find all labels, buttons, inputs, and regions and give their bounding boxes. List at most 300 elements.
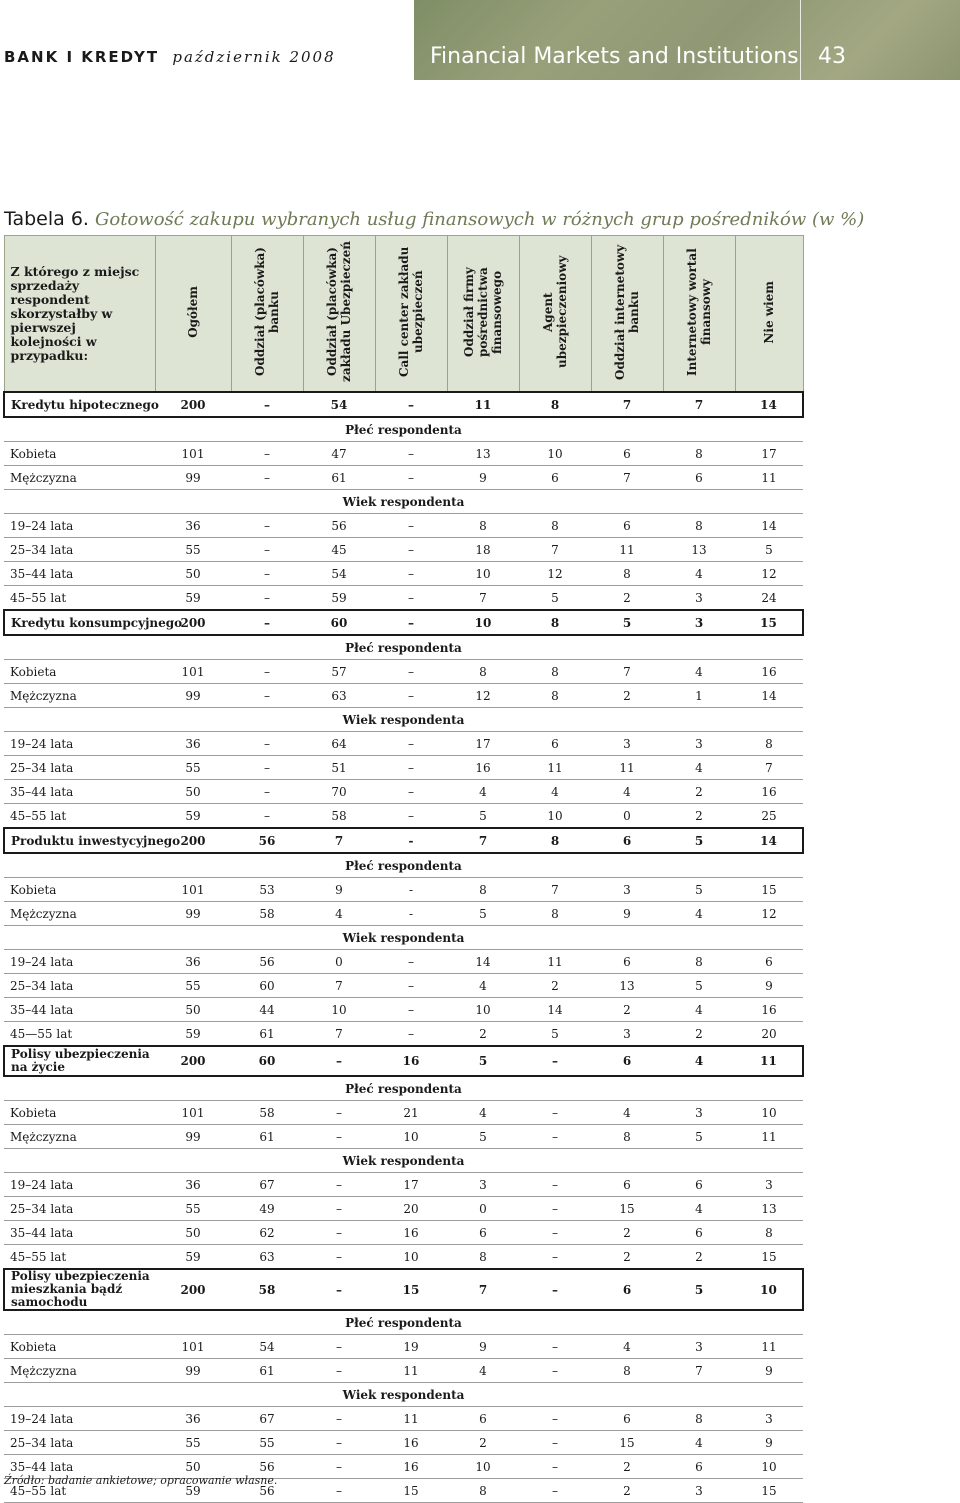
cell-value: 12: [735, 902, 803, 926]
row-label: 35–44 lata: [4, 998, 155, 1022]
table-header-row: [4, 236, 803, 393]
cell-value: 10: [519, 442, 591, 466]
cell-value: 5: [519, 586, 591, 611]
table-row: [4, 562, 803, 586]
row-label: 19–24 lata: [4, 950, 155, 974]
cell-value: 200: [155, 828, 231, 853]
row-label: 45–55 lat: [4, 1479, 155, 1503]
cell-value: –: [231, 660, 303, 684]
cell-value: 10: [303, 998, 375, 1022]
subheader-label: Wiek respondenta: [4, 926, 803, 950]
cell-value: –: [375, 466, 447, 490]
cell-value: 59: [303, 586, 375, 611]
table-row: [4, 514, 803, 538]
cell-value: 6: [447, 1407, 519, 1431]
subheader-label: Wiek respondenta: [4, 1383, 803, 1407]
row-label: Kobieta: [4, 1335, 155, 1359]
cell-value: 19: [375, 1335, 447, 1359]
cell-value: 99: [155, 902, 231, 926]
cell-value: 6: [735, 950, 803, 974]
cell-value: –: [231, 442, 303, 466]
cell-value: 4: [663, 902, 735, 926]
row-label: [4, 1046, 155, 1076]
row-label: 35–44 lata: [4, 1221, 155, 1245]
cell-value: 3: [591, 732, 663, 756]
row-label: Kobieta: [4, 660, 155, 684]
cell-value: 14: [447, 950, 519, 974]
cell-value: 67: [231, 1407, 303, 1431]
table-row: [4, 466, 803, 490]
cell-value: 15: [735, 1245, 803, 1270]
cell-value: 6: [519, 466, 591, 490]
row-label: 45–55 lat: [4, 586, 155, 611]
cell-value: 8: [735, 732, 803, 756]
table-row: [4, 902, 803, 926]
cell-value: 7: [519, 878, 591, 902]
subheader-label: Wiek respondenta: [4, 490, 803, 514]
cell-value: 7: [447, 1269, 519, 1310]
cell-value: 16: [375, 1431, 447, 1455]
cell-value: –: [375, 392, 447, 417]
cell-value: 7: [303, 828, 375, 853]
cell-value: –: [375, 538, 447, 562]
cell-value: 15: [375, 1269, 447, 1310]
row-label: Mężczyzna: [4, 1125, 155, 1149]
cell-value: 11: [447, 392, 519, 417]
cell-value: –: [375, 610, 447, 635]
table-row: [4, 878, 803, 902]
subheader-label: Płeć respondenta: [4, 1076, 803, 1101]
cell-value: 99: [155, 1125, 231, 1149]
cell-value: 16: [735, 998, 803, 1022]
cell-value: 2: [591, 586, 663, 611]
cell-value: 11: [735, 1335, 803, 1359]
row-header-cell: Z którego z miejsc sprzedaży respondent skorzystałby w pierwszej kolejności w przypadku:: [4, 236, 155, 393]
cell-value: 16: [447, 756, 519, 780]
cell-value: -: [375, 902, 447, 926]
cell-value: 9: [735, 974, 803, 998]
cell-value: 8: [447, 514, 519, 538]
subheader-row: [4, 635, 803, 660]
cell-value: 99: [155, 466, 231, 490]
table-number: Tabela 6.: [4, 208, 89, 230]
cell-value: 0: [591, 804, 663, 829]
cell-value: 15: [591, 1197, 663, 1221]
cell-value: 36: [155, 514, 231, 538]
col-header: Agent ubezpieczeniowy: [519, 236, 591, 393]
cell-value: 63: [303, 684, 375, 708]
cell-value: 5: [447, 1125, 519, 1149]
cell-value: 36: [155, 732, 231, 756]
issue-date: październik 2008: [172, 48, 336, 66]
cell-value: 17: [735, 442, 803, 466]
cell-value: 54: [303, 562, 375, 586]
table-body: [4, 392, 803, 1503]
row-label: 35–44 lata: [4, 562, 155, 586]
row-label: [4, 1269, 155, 1310]
row-label-text: Polisy ubezpieczenia mieszkania bądź samochodu: [11, 1269, 150, 1309]
table-row: [4, 1407, 803, 1431]
cell-value: –: [303, 1245, 375, 1270]
cell-value: 10: [375, 1245, 447, 1270]
col-header: Internetowy wortal finansowy: [663, 236, 735, 393]
table-row: [4, 950, 803, 974]
table-row: [4, 1101, 803, 1125]
cell-value: 3: [663, 1335, 735, 1359]
cell-value: 8: [519, 514, 591, 538]
subheader-label: Płeć respondenta: [4, 853, 803, 878]
cell-value: 67: [231, 1173, 303, 1197]
cell-value: –: [519, 1101, 591, 1125]
cell-value: 55: [155, 974, 231, 998]
subheader-row: [4, 1310, 803, 1335]
subheader-row: [4, 926, 803, 950]
cell-value: 6: [591, 950, 663, 974]
cell-value: 2: [591, 998, 663, 1022]
cell-value: 7: [447, 828, 519, 853]
cell-value: 2: [591, 684, 663, 708]
cell-value: 15: [735, 1479, 803, 1503]
subheader-label: Płeć respondenta: [4, 417, 803, 442]
cell-value: 10: [447, 610, 519, 635]
cell-value: 50: [155, 1455, 231, 1479]
cell-value: –: [303, 1335, 375, 1359]
data-table: [3, 235, 804, 1503]
row-label: 19–24 lata: [4, 1407, 155, 1431]
subheader-label: Wiek respondenta: [4, 1149, 803, 1173]
cell-value: 4: [447, 974, 519, 998]
cell-value: 10: [375, 1125, 447, 1149]
cell-value: 200: [155, 610, 231, 635]
cell-value: –: [375, 950, 447, 974]
cell-value: 21: [375, 1101, 447, 1125]
cell-value: –: [519, 1359, 591, 1383]
cell-value: 200: [155, 1269, 231, 1310]
cell-value: 56: [231, 1479, 303, 1503]
subheader-row: [4, 853, 803, 878]
cell-value: 2: [663, 1022, 735, 1047]
category-row: [4, 828, 803, 853]
cell-value: 11: [591, 538, 663, 562]
cell-value: 4: [519, 780, 591, 804]
cell-value: 9: [303, 878, 375, 902]
cell-value: 14: [519, 998, 591, 1022]
cell-value: –: [231, 684, 303, 708]
cell-value: 13: [663, 538, 735, 562]
cell-value: 101: [155, 442, 231, 466]
cell-value: 2: [591, 1245, 663, 1270]
cell-value: –: [375, 756, 447, 780]
cell-value: 54: [231, 1335, 303, 1359]
journal-name: [4, 48, 336, 66]
cell-value: 2: [447, 1022, 519, 1047]
cell-value: 3: [591, 1022, 663, 1047]
row-label: Kobieta: [4, 1101, 155, 1125]
cell-value: 8: [591, 1359, 663, 1383]
col-header: Ogółem: [155, 236, 231, 393]
cell-value: 10: [735, 1269, 803, 1310]
table-row: [4, 974, 803, 998]
cell-value: 9: [447, 466, 519, 490]
cell-value: 101: [155, 1335, 231, 1359]
cell-value: 36: [155, 950, 231, 974]
cell-value: 3: [663, 610, 735, 635]
cell-value: 7: [591, 466, 663, 490]
cell-value: –: [303, 1197, 375, 1221]
cell-value: 25: [735, 804, 803, 829]
cell-value: 11: [375, 1359, 447, 1383]
cell-value: 5: [591, 610, 663, 635]
cell-value: –: [303, 1269, 375, 1310]
cell-value: 10: [447, 1455, 519, 1479]
cell-value: 5: [663, 828, 735, 853]
cell-value: 6: [591, 1173, 663, 1197]
cell-value: 8: [591, 562, 663, 586]
cell-value: 36: [155, 1173, 231, 1197]
cell-value: 17: [447, 732, 519, 756]
cell-value: –: [375, 514, 447, 538]
cell-value: 11: [735, 1046, 803, 1076]
cell-value: 16: [735, 660, 803, 684]
table-row: [4, 1431, 803, 1455]
row-label: 45—55 lat: [4, 1022, 155, 1047]
cell-value: –: [519, 1269, 591, 1310]
cell-value: 13: [447, 442, 519, 466]
cell-value: 59: [155, 1022, 231, 1047]
cell-value: 4: [303, 902, 375, 926]
cell-value: 8: [519, 392, 591, 417]
cell-value: 6: [663, 1455, 735, 1479]
cell-value: –: [303, 1359, 375, 1383]
cell-value: –: [231, 586, 303, 611]
row-label: Kredytu hipotecznego: [4, 392, 155, 417]
cell-value: –: [303, 1455, 375, 1479]
source-note: Źródło: badanie ankietowe; opracowanie własne.: [4, 1474, 278, 1487]
cell-value: 63: [231, 1245, 303, 1270]
cell-value: 9: [591, 902, 663, 926]
cell-value: 10: [735, 1455, 803, 1479]
cell-value: 14: [735, 392, 803, 417]
cell-value: 49: [231, 1197, 303, 1221]
cell-value: 2: [663, 804, 735, 829]
table-row: [4, 1221, 803, 1245]
cell-value: 4: [447, 1101, 519, 1125]
cell-value: 7: [591, 392, 663, 417]
cell-value: –: [231, 538, 303, 562]
cell-value: –: [375, 974, 447, 998]
cell-value: 2: [663, 1245, 735, 1270]
cell-value: –: [231, 780, 303, 804]
cell-value: –: [231, 514, 303, 538]
row-label: 25–34 lata: [4, 538, 155, 562]
cell-value: 15: [735, 610, 803, 635]
cell-value: 7: [663, 392, 735, 417]
table-caption: [4, 208, 864, 230]
cell-value: 5: [663, 878, 735, 902]
cell-value: –: [375, 998, 447, 1022]
cell-value: 8: [663, 950, 735, 974]
row-label: Mężczyzna: [4, 684, 155, 708]
row-label: Produktu inwestycyjnego: [4, 828, 155, 853]
cell-value: 0: [303, 950, 375, 974]
cell-value: 5: [447, 902, 519, 926]
page-number: 43: [818, 44, 846, 69]
cell-value: 15: [375, 1479, 447, 1503]
cell-value: 15: [591, 1431, 663, 1455]
cell-value: 20: [375, 1197, 447, 1221]
cell-value: 4: [591, 780, 663, 804]
cell-value: 15: [735, 878, 803, 902]
cell-value: 56: [303, 514, 375, 538]
cell-value: 11: [375, 1407, 447, 1431]
table-row: [4, 756, 803, 780]
subheader-label: Wiek respondenta: [4, 708, 803, 732]
cell-value: 7: [303, 1022, 375, 1047]
cell-value: 16: [735, 780, 803, 804]
cell-value: –: [231, 756, 303, 780]
subheader-row: [4, 1383, 803, 1407]
row-label: 45–55 lat: [4, 804, 155, 829]
category-row: [4, 1046, 803, 1076]
cell-value: 7: [663, 1359, 735, 1383]
cell-value: 16: [375, 1046, 447, 1076]
cell-value: 60: [231, 1046, 303, 1076]
subheader-label: Płeć respondenta: [4, 635, 803, 660]
cell-value: –: [375, 804, 447, 829]
cell-value: –: [303, 1173, 375, 1197]
cell-value: 50: [155, 998, 231, 1022]
cell-value: 5: [447, 1046, 519, 1076]
cell-value: 9: [735, 1431, 803, 1455]
cell-value: –: [519, 1407, 591, 1431]
cell-value: 8: [519, 684, 591, 708]
row-label: Mężczyzna: [4, 466, 155, 490]
cell-value: 56: [231, 828, 303, 853]
subheader-row: [4, 708, 803, 732]
cell-value: 4: [663, 1046, 735, 1076]
cell-value: 2: [519, 974, 591, 998]
table-row: [4, 1173, 803, 1197]
cell-value: –: [519, 1455, 591, 1479]
brand-title: BANK I KREDYT: [4, 48, 160, 66]
cell-value: 57: [303, 660, 375, 684]
subheader-row: [4, 490, 803, 514]
cell-value: 6: [447, 1221, 519, 1245]
cell-value: 8: [447, 1245, 519, 1270]
cell-value: 200: [155, 1046, 231, 1076]
cell-value: 60: [231, 974, 303, 998]
cell-value: 8: [519, 902, 591, 926]
table-row: [4, 998, 803, 1022]
cell-value: 3: [447, 1173, 519, 1197]
cell-value: 64: [303, 732, 375, 756]
cell-value: 11: [519, 756, 591, 780]
table-row: [4, 1022, 803, 1047]
cell-value: 14: [735, 828, 803, 853]
cell-value: 4: [663, 562, 735, 586]
subheader-row: [4, 417, 803, 442]
cell-value: 7: [303, 974, 375, 998]
cell-value: 60: [303, 610, 375, 635]
table-row: [4, 442, 803, 466]
cell-value: 5: [663, 1125, 735, 1149]
cell-value: –: [303, 1479, 375, 1503]
cell-value: –: [303, 1221, 375, 1245]
cell-value: 2: [591, 1455, 663, 1479]
cell-value: 59: [155, 586, 231, 611]
row-label-text: Polisy ubezpieczenia na życie: [11, 1047, 150, 1074]
col-header: Call center zakładu ubezpieczeń: [375, 236, 447, 393]
cell-value: 5: [663, 974, 735, 998]
cell-value: 50: [155, 780, 231, 804]
category-row: [4, 1269, 803, 1310]
cell-value: 61: [231, 1022, 303, 1047]
row-label: 25–34 lata: [4, 1431, 155, 1455]
cell-value: 47: [303, 442, 375, 466]
cell-value: 10: [735, 1101, 803, 1125]
cell-value: –: [375, 586, 447, 611]
cell-value: –: [375, 1022, 447, 1047]
cell-value: 61: [231, 1359, 303, 1383]
cell-value: 5: [735, 538, 803, 562]
cell-value: 36: [155, 1407, 231, 1431]
cell-value: –: [375, 684, 447, 708]
row-label: Kobieta: [4, 878, 155, 902]
section-title: Financial Markets and Institutions: [430, 44, 799, 69]
cell-value: –: [375, 780, 447, 804]
cell-value: 4: [663, 756, 735, 780]
cell-value: 8: [519, 610, 591, 635]
cell-value: 4: [663, 1431, 735, 1455]
cell-value: –: [231, 610, 303, 635]
cell-value: 8: [519, 660, 591, 684]
row-label: 25–34 lata: [4, 756, 155, 780]
cell-value: 55: [155, 1197, 231, 1221]
cell-value: 4: [591, 1101, 663, 1125]
cell-value: 56: [231, 1455, 303, 1479]
cell-value: 8: [663, 1407, 735, 1431]
col-header: Oddział (placówka) banku: [231, 236, 303, 393]
cell-value: 56: [231, 950, 303, 974]
row-label: 19–24 lata: [4, 514, 155, 538]
row-label: Mężczyzna: [4, 1359, 155, 1383]
cell-value: –: [231, 466, 303, 490]
cell-value: –: [375, 732, 447, 756]
table-row: [4, 732, 803, 756]
cell-value: 16: [375, 1221, 447, 1245]
cell-value: 6: [519, 732, 591, 756]
cell-value: 7: [519, 538, 591, 562]
cell-value: –: [303, 1101, 375, 1125]
cell-value: 99: [155, 1359, 231, 1383]
cell-value: 0: [447, 1197, 519, 1221]
cell-value: –: [519, 1431, 591, 1455]
cell-value: 6: [591, 1046, 663, 1076]
cell-value: –: [519, 1335, 591, 1359]
cell-value: 3: [735, 1407, 803, 1431]
cell-value: 45: [303, 538, 375, 562]
cell-value: 4: [663, 998, 735, 1022]
cell-value: 61: [231, 1125, 303, 1149]
cell-value: 6: [591, 514, 663, 538]
row-label: 35–44 lata: [4, 780, 155, 804]
cell-value: 8: [735, 1221, 803, 1245]
cell-value: 5: [519, 1022, 591, 1047]
cell-value: 6: [591, 1407, 663, 1431]
banner-divider: [800, 0, 801, 80]
cell-value: 58: [303, 804, 375, 829]
cell-value: 54: [303, 392, 375, 417]
